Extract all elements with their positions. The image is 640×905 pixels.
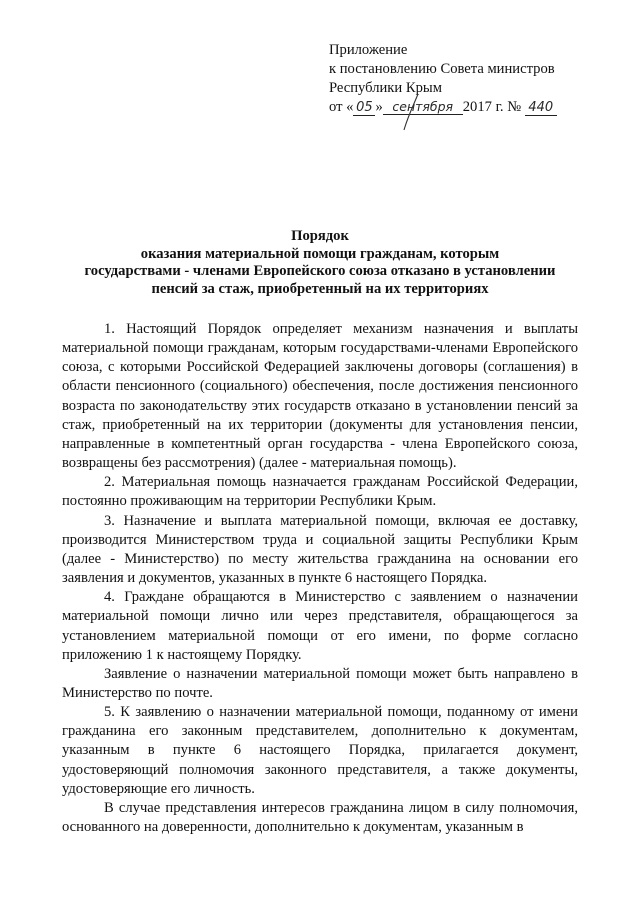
paragraph-4: 4. Граждане обращаются в Министерство с заявлением о назначении материальной помощи лично или через представителя, обращающегося за установлением материальной помощи от его имени, по форме согласно приложению 1 к настоящему Порядку. — [62, 589, 578, 663]
document-title — [60, 228, 580, 298]
paragraph-5: 5. К заявлению о назначении материальной помощи, поданному от имени гражданина его законным представителем, дополнительно к документам, указанным в пункте 6 настоящего Порядка, прилагается документ, удостоверяющий полномочия законного представителя, а также документы, удостоверяющие его личность. — [62, 704, 578, 797]
title-line-2: оказания материальной помощи гражданам, которым — [140, 245, 500, 262]
appendix-header — [329, 41, 629, 117]
date-prefix: от « — [329, 99, 354, 115]
appendix-label: Приложение — [329, 42, 408, 58]
appendix-republic: Республики Крым — [329, 80, 442, 96]
document-body — [62, 320, 578, 837]
handwritten-month: сентября — [383, 99, 463, 115]
title-line-3: государствами - членами Европейского союза отказано в установлении — [84, 263, 556, 279]
appendix-resolution-ref: к постановлению Совета министров — [329, 61, 555, 77]
paragraph-2: 2. Материальная помощь назначается гражданам Российской Федерации, постоянно проживающим на территории Республики Крым. — [62, 474, 578, 510]
title-line-1: Порядок — [291, 228, 349, 244]
paragraph-1: 1. Настоящий Порядок определяет механизм назначения и выплаты материальной помощи гражданам, которым государствами-членами Европейского союза, с которыми Российской Федерацией заключены договоры (соглашения) в области пенсионного (социального) обеспечения, после достижения пенсионного возраста по законодательству этих государств отказано в установлении пенсий за стаж, приобретенный на их территории (документы для установления пенсии, направленные в компетентный орган государства - члена Европейского союза, возвращены без рассмотрения) (далее - материальная помощь). — [62, 321, 578, 472]
paragraph-3: 3. Назначение и выплата материальной помощи, включая ее доставку, производится Министерством труда и социальной защиты Республики Крым (далее - Министерство) по месту жительства гражданина на основании его заявления и документов, указанных в пункте 6 настоящего Порядка. — [62, 512, 578, 587]
date-quote-close: » — [375, 99, 383, 115]
title-line-4: пенсий за стаж, приобретенный на их территориях — [151, 280, 489, 297]
date-year-number-label: 2017 г. № — [462, 99, 522, 115]
paragraph-4-note: Заявление о назначении материальной помощи может быть направлено в Министерство по почте. — [62, 665, 578, 701]
handwritten-number: 440 — [525, 100, 557, 116]
appendix-date-line — [329, 98, 629, 117]
paragraph-5-continuation: В случае представления интересов гражданина лицом в силу полномочия, основанного на доверенности, дополнительно к документам, указанным в — [62, 799, 578, 836]
handwritten-day: 05 — [353, 100, 375, 116]
